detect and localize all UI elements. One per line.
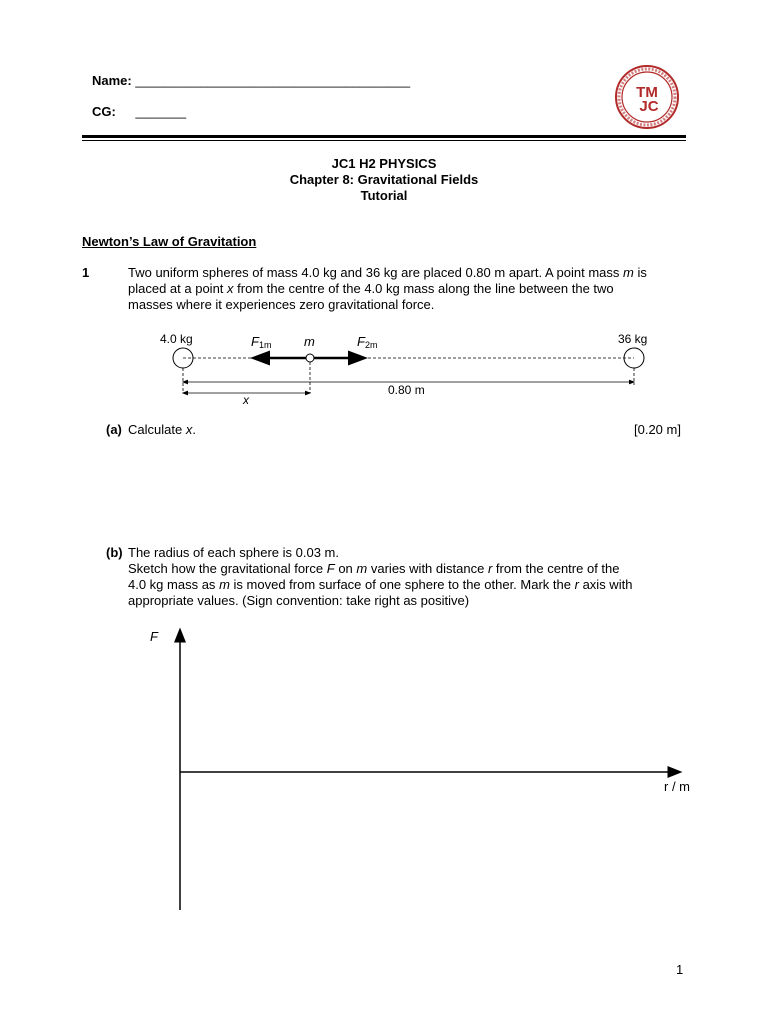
part-b-text: The radius of each sphere is 0.03 m. Sketch how the gravitational force F on m varies with distance r from the centre of the 4.0 kg mass as m is moved from surface of one sphere to the other. Mark the r axis with appropriate values. (Sign convention: take right as positive) [128,545,633,608]
header-rule-thick [82,135,686,138]
page-number: 1 [676,962,684,977]
two-mass-diagram [150,325,670,410]
cg-blank: _______ [135,104,187,119]
header-rule-thin [82,140,686,141]
x-label: x [243,393,249,407]
school-logo-icon [614,64,680,130]
chapter-title: Chapter 8: Gravitational Fields [289,172,479,187]
svg-text:JC: JC [639,98,659,115]
document-type: Tutorial [360,188,408,203]
force-2m-label: F2m [357,334,378,350]
part-a-label: (a) [106,422,122,437]
course-title: JC1 H2 PHYSICS [331,156,437,171]
distance-label: 0.80 m [388,383,425,397]
y-axis-label: F [150,629,158,644]
svg-text:TM: TM [636,84,658,101]
sketch-graph-axes [140,625,710,915]
part-a-text: Calculate x. [128,422,196,437]
question-1-text: Two uniform spheres of mass 4.0 kg and 36 kg are placed 0.80 m apart. A point mass m is placed at a point x from the centre of the 4.0 kg mass along the line between the two masses where it experiences zero gravitational force. [128,265,647,312]
x-axis-label: r / m [664,779,690,794]
part-b-label: (b) [106,545,123,560]
point-mass [306,354,314,362]
name-blank: ______________________________________ [135,73,411,88]
part-a-answer: [0.20 m] [634,422,681,437]
name-label: Name: ______________________________________ [92,73,411,88]
force-1m-label: F1m [251,334,272,350]
point-mass-label: m [304,334,315,349]
mass-left-label: 4.0 kg [160,332,193,346]
section-heading: Newton’s Law of Gravitation [82,234,257,249]
cg-label: CG: _______ [92,104,187,119]
question-number: 1 [82,265,90,280]
mass-right-label: 36 kg [618,332,648,346]
